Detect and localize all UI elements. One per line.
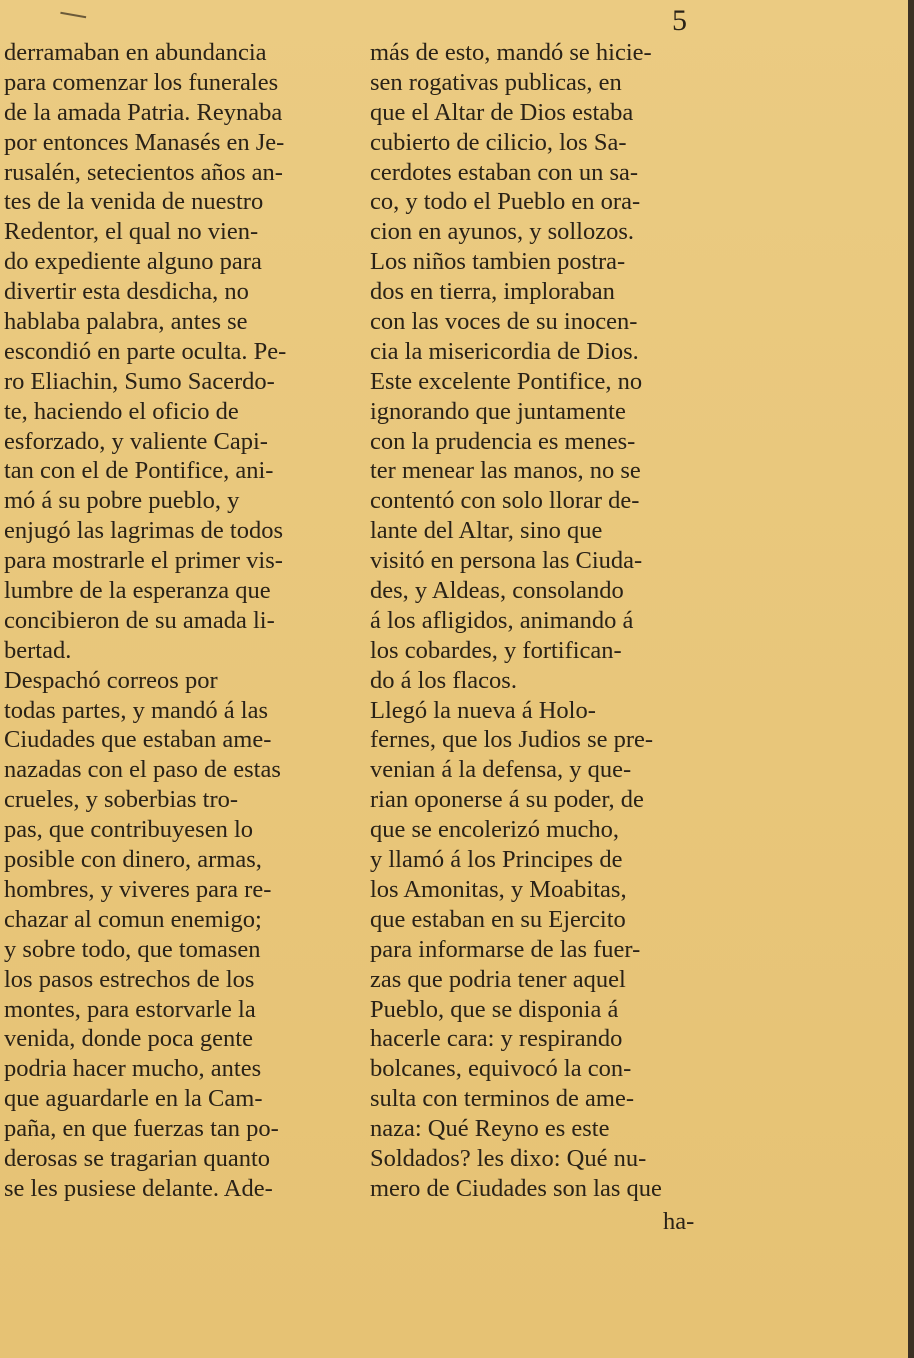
text-line: escondió en parte oculta. Pe- bbox=[4, 337, 287, 365]
text-line: sen rogativas publicas, en bbox=[370, 68, 622, 96]
catchword: ha- bbox=[663, 1208, 695, 1235]
text-line: á los afligidos, animando á bbox=[370, 606, 634, 634]
text-line: que aguardarle en la Cam- bbox=[4, 1085, 263, 1113]
text-line: que se encolerizó mucho, bbox=[370, 816, 619, 844]
text-line: ignorando que juntamente bbox=[370, 397, 626, 425]
text-line: cion en ayunos, y sollozos. bbox=[370, 218, 635, 246]
text-line: cerdotes estaban con un sa- bbox=[370, 158, 639, 186]
text-line: Llegó la nueva á Holo- bbox=[370, 696, 596, 724]
text-line: hacerle cara: y respirando bbox=[370, 1025, 623, 1053]
text-line: los Amonitas, y Moabitas, bbox=[370, 875, 627, 903]
text-line: paña, en que fuerzas tan po- bbox=[4, 1115, 279, 1143]
text-line: mó á su pobre pueblo, y bbox=[4, 487, 240, 515]
text-line: derramaban en abundancia bbox=[4, 39, 267, 66]
text-line: ter menear las manos, no se bbox=[370, 457, 641, 485]
text-line: crueles, y soberbias tro- bbox=[4, 786, 239, 814]
text-line: naza: Qué Reyno es este bbox=[370, 1115, 610, 1143]
text-line: y llamó á los Principes de bbox=[370, 846, 623, 874]
text-line: sulta con terminos de ame- bbox=[370, 1085, 634, 1113]
text-line: cubierto de cilicio, los Sa- bbox=[370, 128, 627, 156]
text-line: zas que podria tener aquel bbox=[370, 965, 626, 993]
text-line: bertad. bbox=[4, 636, 72, 664]
text-line: montes, para estorvarle la bbox=[4, 995, 256, 1023]
text-line: do expediente alguno para bbox=[4, 248, 262, 276]
text-line: más de esto, mandó se hicie- bbox=[370, 39, 652, 66]
text-line: esforzado, y valiente Capi- bbox=[4, 427, 268, 455]
printer-ornament-mark bbox=[60, 12, 86, 21]
text-line: bolcanes, equivocó la con- bbox=[370, 1055, 632, 1083]
text-line: rian oponerse á su poder, de bbox=[370, 786, 644, 814]
text-line: por entonces Manasés en Je- bbox=[4, 128, 285, 156]
text-line: chazar al comun enemigo; bbox=[4, 905, 262, 933]
text-line: Redentor, el qual no vien- bbox=[4, 218, 259, 246]
page-edge-shadow bbox=[908, 0, 914, 1358]
left-text-column bbox=[4, 38, 344, 1204]
text-line: venian á la defensa, y que- bbox=[370, 756, 632, 784]
text-line: mero de Ciudades son las que bbox=[370, 1174, 662, 1202]
text-line: Soldados? les dixo: Qué nu- bbox=[370, 1144, 647, 1172]
text-line: venida, donde poca gente bbox=[4, 1025, 253, 1053]
text-line: co, y todo el Pueblo en ora- bbox=[370, 188, 641, 216]
text-line: cia la misericordia de Dios. bbox=[370, 337, 639, 365]
text-line: enjugó las lagrimas de todos bbox=[4, 517, 283, 545]
text-line: Ciudades que estaban ame- bbox=[4, 726, 272, 754]
text-line: concibieron de su amada li- bbox=[4, 606, 275, 634]
text-line: lumbre de la esperanza que bbox=[4, 577, 271, 605]
text-line: des, y Aldeas, consolando bbox=[370, 577, 624, 605]
text-line: fernes, que los Judios se pre- bbox=[370, 726, 654, 754]
page-number: 5 bbox=[672, 4, 687, 37]
text-line: nazadas con el paso de estas bbox=[4, 756, 281, 784]
text-line: Este excelente Pontifice, no bbox=[370, 367, 643, 395]
text-line: derosas se tragarian quanto bbox=[4, 1144, 270, 1172]
text-line: de la amada Patria. Reynaba bbox=[4, 98, 283, 126]
text-line: los pasos estrechos de los bbox=[4, 965, 255, 993]
text-line: para comenzar los funerales bbox=[4, 68, 279, 96]
text-line: todas partes, y mandó á las bbox=[4, 696, 268, 724]
text-line: dos en tierra, imploraban bbox=[370, 278, 615, 306]
text-line: Despachó correos por bbox=[4, 666, 218, 694]
text-line: Los niños tambien postra- bbox=[370, 248, 626, 276]
text-line: podria hacer mucho, antes bbox=[4, 1055, 262, 1083]
text-line: para informarse de las fuer- bbox=[370, 935, 641, 963]
text-line: que estaban en su Ejercito bbox=[370, 905, 626, 933]
text-line: te, haciendo el oficio de bbox=[4, 397, 239, 425]
text-line: hombres, y viveres para re- bbox=[4, 875, 272, 903]
text-line: pas, que contribuyesen lo bbox=[4, 816, 254, 844]
text-line: con la prudencia es menes- bbox=[370, 427, 636, 455]
text-line: los cobardes, y fortifican- bbox=[370, 636, 622, 664]
text-line: lante del Altar, sino que bbox=[370, 517, 603, 545]
text-line: tes de la venida de nuestro bbox=[4, 188, 264, 216]
right-text-column bbox=[370, 38, 710, 1204]
text-line: visitó en persona las Ciuda- bbox=[370, 547, 643, 575]
text-line: ro Eliachin, Sumo Sacerdo- bbox=[4, 367, 275, 395]
text-line: tan con el de Pontifice, ani- bbox=[4, 457, 274, 485]
text-line: con las voces de su inocen- bbox=[370, 308, 638, 336]
text-line: contentó con solo llorar de- bbox=[370, 487, 640, 515]
text-line: rusalén, setecientos años an- bbox=[4, 158, 283, 186]
text-line: do á los flacos. bbox=[370, 666, 517, 694]
text-line: posible con dinero, armas, bbox=[4, 846, 262, 874]
text-line: hablaba palabra, antes se bbox=[4, 308, 248, 336]
text-line: que el Altar de Dios estaba bbox=[370, 98, 634, 126]
text-line: divertir esta desdicha, no bbox=[4, 278, 249, 306]
text-line: y sobre todo, que tomasen bbox=[4, 935, 261, 963]
text-line: para mostrarle el primer vis- bbox=[4, 547, 283, 575]
text-line: Pueblo, que se disponia á bbox=[370, 995, 619, 1023]
text-line: se les pusiese delante. Ade- bbox=[4, 1174, 273, 1202]
